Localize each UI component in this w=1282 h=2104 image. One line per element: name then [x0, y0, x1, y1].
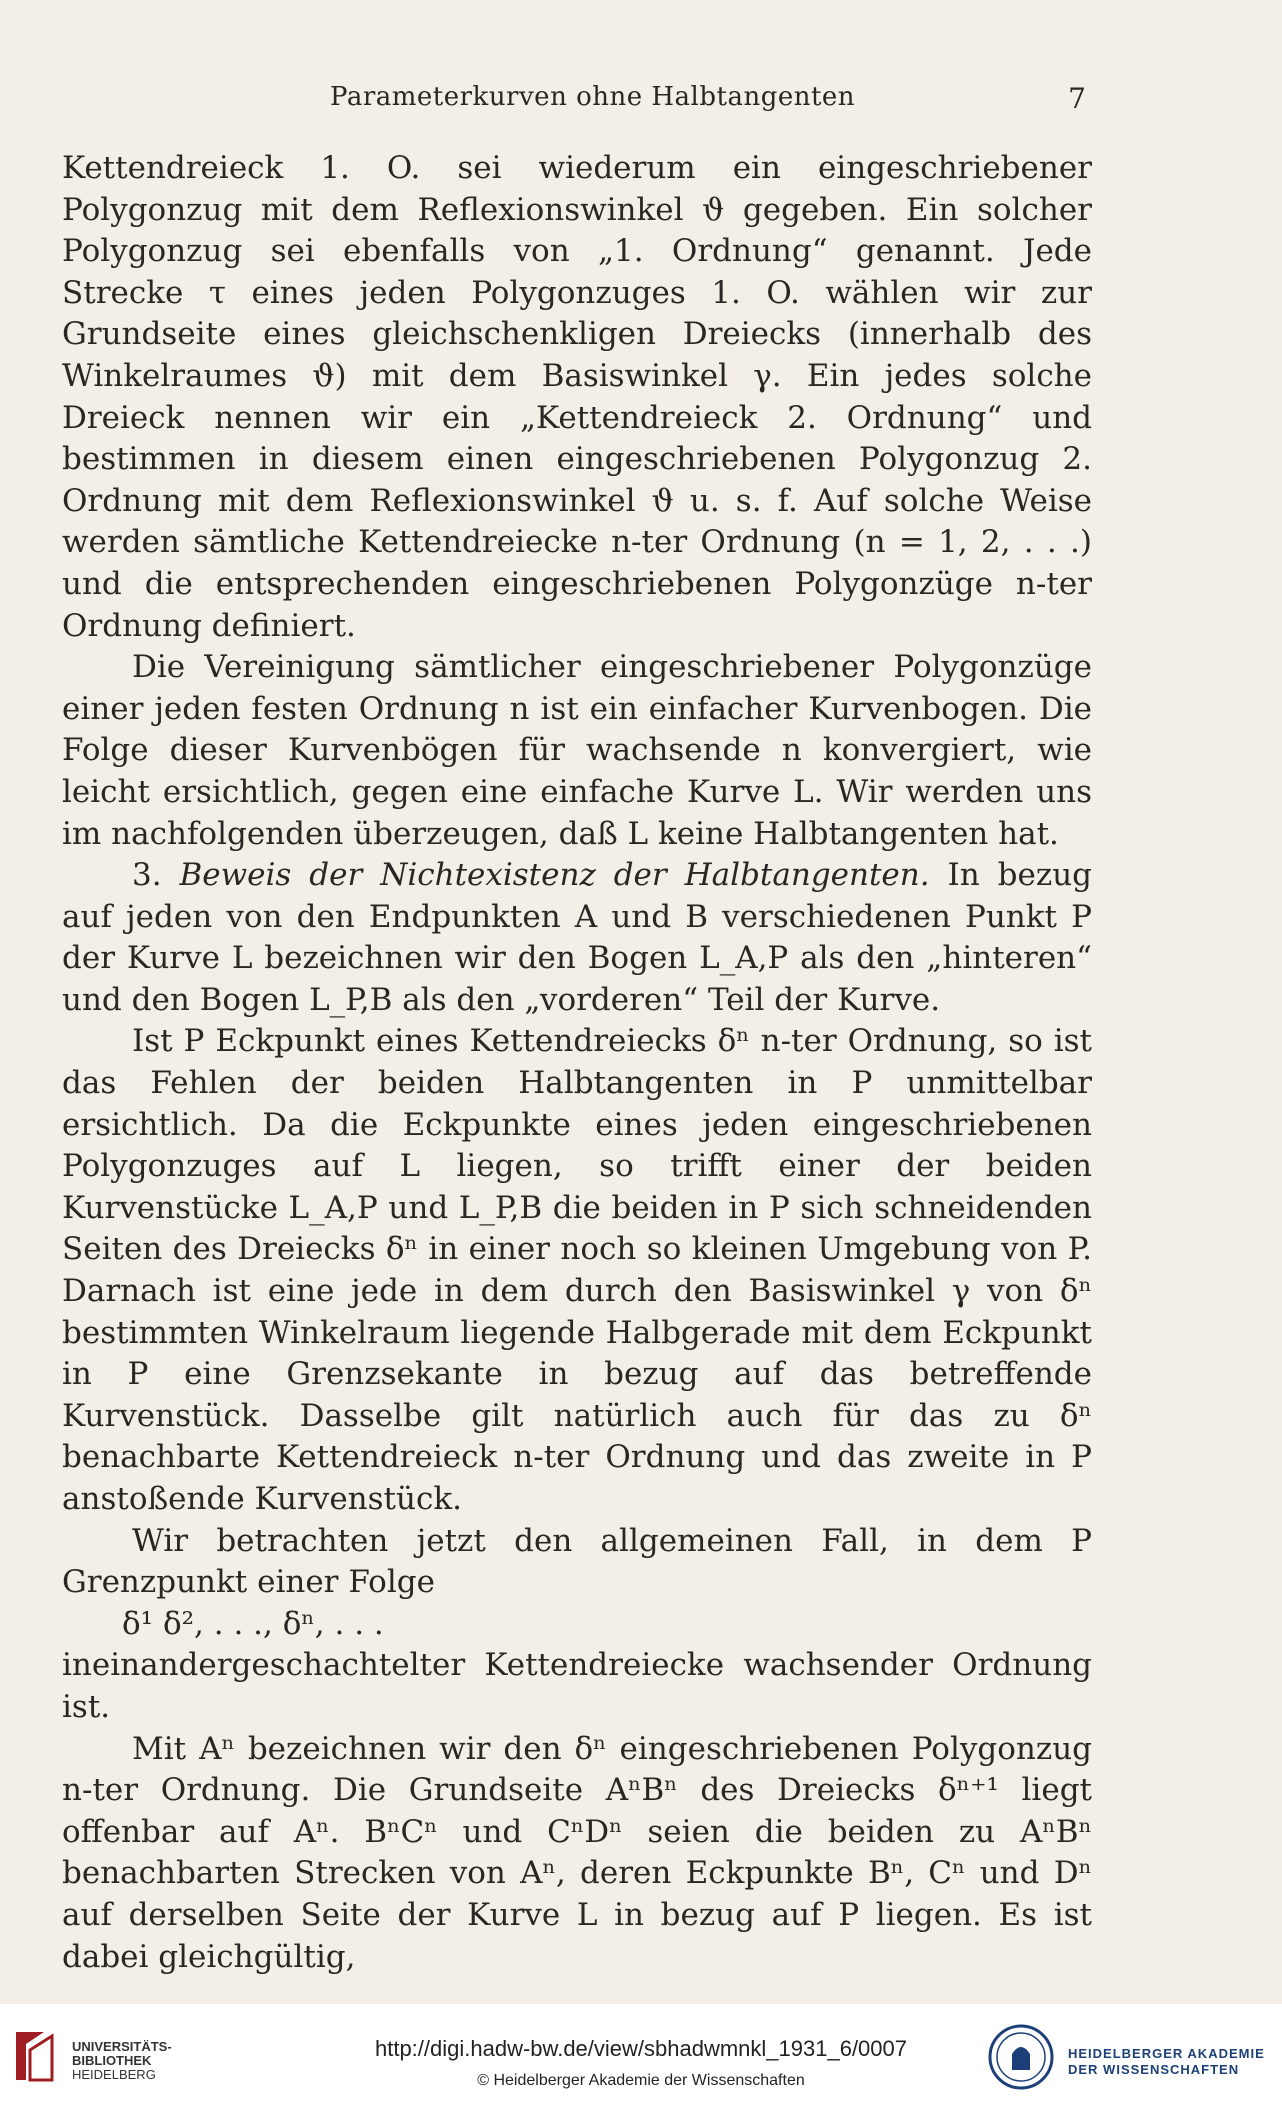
section-3-paragraph: [62, 855, 1092, 1021]
source-url-link[interactable]: http://digi.hadw-bw.de/view/sbhadwmnkl_1931_6/0007: [374, 2036, 908, 2061]
copyright-notice: © Heidelberger Akademie der Wissenschaften: [477, 2072, 805, 2089]
paragraph-5: Wir betrachten jetzt den allgemeinen Fall, in dem P Grenzpunkt einer Folge: [62, 1522, 1092, 1601]
paragraph-2: Die Vereinigung sämtlicher eingeschriebener Polygonzüge einer jeden festen Ordnung n ist ein einfacher Kurvenbogen. Die Folge dieser Kurvenbögen für wachsende n konvergiert, wie leicht ersichtlich, gegen eine einfache Kurve L. Wir werden uns im nachfolgenden überzeugen, daß L keine Halbtangenten hat.: [62, 649, 1092, 852]
paragraph-1: Kettendreieck 1. O. sei wiederum ein eingeschriebener Polygonzug mit dem Reflexionswinkel ϑ gegeben. Ein solcher Polygonzug sei ebenfalls von „1. Ordnung“ genannt. Jede Strecke τ eines jeden Polygonzuges 1. O. wählen wir zur Grundseite eines gleichschenkligen Dreiecks (innerhalb des Winkelraumes ϑ) mit dem Basiswinkel γ. Ein jedes solche Dreieck nennen wir ein „Kettendreieck 2. Ordnung“ und bestimmen in diesem einen eingeschriebenen Polygonzug 2. Ordnung mit dem Reflexionswinkel ϑ u. s. f. Auf solche Weise werden sämtliche Kettendreiecke n-ter Ordnung (n = 1, 2, . . .) und die entsprechenden eingeschriebenen Polygonzüge n-ter Ordnung definiert.: [62, 150, 1092, 644]
paragraph-6: ineinandergeschachtelter Kettendreiecke wachsender Ordnung ist.: [62, 1647, 1092, 1725]
paragraph-4: Ist P Eckpunkt eines Kettendreiecks δⁿ n-ter Ordnung, so ist das Fehlen der beiden Halbtangenten in P unmittelbar ersichtlich. Da die Eckpunkte eines jeden eingeschriebenen Polygonzuges auf L liegen, so trifft einer der beiden Kurvenstücke L_A,P und L_P,B die beiden in P sich schneidenden Seiten des Dreiecks δⁿ in einer noch so kleinen Umgebung von P. Darnach ist eine jede in dem durch den Basiswinkel γ von δⁿ bestimmten Winkelraum liegende Halbgerade mit dem Eckpunkt in P eine Grenzsekante in bezug auf das betreffende Kurvenstück. Dasselbe gilt natürlich auch für das zu δⁿ benachbarte Kettendreieck n-ter Ordnung und das zweite in P anstoßende Kurvenstück.: [62, 1023, 1092, 1517]
university-library-name: UNIVERSITÄTS- BIBLIOTHEK HEIDELBERG: [72, 2039, 172, 2082]
page-body: [62, 148, 1092, 1978]
section-number: 3.: [132, 857, 162, 894]
running-header: [0, 82, 1282, 122]
paragraph-7: Mit Aⁿ bezeichnen wir den δⁿ eingeschriebenen Polygonzug n-ter Ordnung. Die Grundseite AⁿBⁿ des Dreiecks δⁿ⁺¹ liegt offenbar auf Aⁿ. BⁿCⁿ und CⁿDⁿ seien die beiden zu AⁿBⁿ benachbarten Strecken von Aⁿ, deren Eckpunkte Bⁿ, Cⁿ und Dⁿ auf derselben Seite der Kurve L in bezug auf P liegen. Es ist dabei gleichgültig,: [62, 1730, 1092, 1975]
section-text: In bezug auf jeden von den Endpunkten A und B verschiedenen Punkt P der Kurve L bezeichnen wir den Bogen L_A,P als den „hinteren“ und den Bogen L_P,B als den „vorderen“ Teil der Kurve.: [62, 857, 1092, 1018]
footer-bar: [0, 2004, 1282, 2104]
sequence-formula: δ¹ δ², . . ., δⁿ, . . .: [122, 1605, 384, 1642]
page-number: 7: [1068, 82, 1086, 115]
section-heading: Beweis der Nichtexistenz der Halbtangenten.: [179, 857, 930, 894]
academy-name: HEIDELBERGER AKADEMIE DER WISSENSCHAFTEN: [1068, 2046, 1265, 2077]
running-title: Parameterkurven ohne Halbtangenten: [330, 82, 856, 112]
academy-seal-icon: [988, 2024, 1054, 2090]
